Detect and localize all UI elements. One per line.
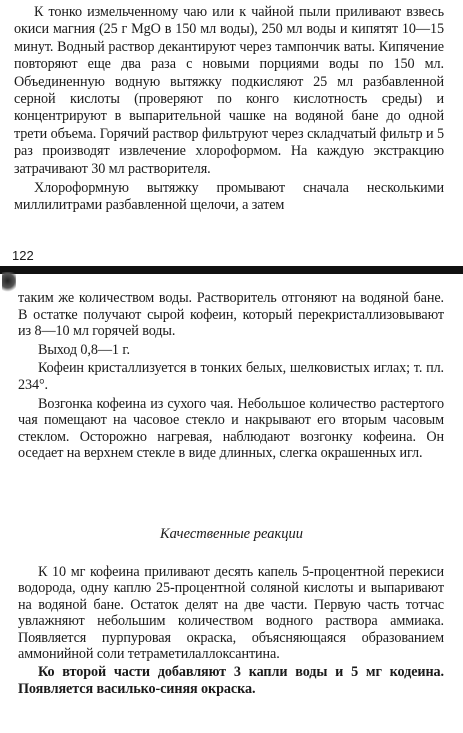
section-heading: Качественные реакции bbox=[159, 526, 304, 542]
top-text-block bbox=[14, 4, 444, 215]
paragraph-crystallization: Кофеин кристаллизуется в тонких белых, шелковистых иглах; т. пл. 234°. bbox=[18, 360, 444, 393]
bottom-text-block bbox=[18, 290, 444, 462]
paragraph-yield: Выход 0,8—1 г. bbox=[38, 341, 130, 358]
paragraph-sublimation: Возгонка кофеина из сухого чая. Небольшое количество растертого чая помещают на часовое стекло и накрывают его вторым часовым стеклом. Осторожно нагревая, наблюдают возгонку кофеина. Он оседает на верхнем стекле в виде длинных, слегка окрашенных игл. bbox=[18, 395, 444, 462]
paragraph-chloroform-wash: Хлороформную вытяжку промывают сначала несколькими миллилитрами разбавленной щелочи, а затем bbox=[14, 180, 444, 214]
qualitative-reactions-block bbox=[18, 564, 444, 697]
paragraph-extraction-procedure: К тонко измельченному чаю или к чайной пыли приливают взвесь окиси магния (25 г MgO в 150 мл воды), 250 мл воды и кипятят 10—15 минут. Водный раствор декантируют через тампончик ваты. Кипячение повторяют еще два раза с новыми порциями воды по 150 мл. Объединенную водную вытяжку подкисляют 25 мл разбавленной серной кислоты (проверяют по конго кислотность среды) и концентрируют в выпарительной чашке на водяной бане до одной трети объема. Горячий раствор фильтруют через складчатый фильтр и 5 раз производят извлечение хлороформом. На каждую экстракцию затрачивают 30 мл растворителя. bbox=[14, 4, 444, 177]
page-number: 122 bbox=[12, 248, 34, 263]
scan-artifact bbox=[2, 272, 16, 294]
page-divider-bar bbox=[0, 266, 463, 274]
paragraph-solvent-removal: таким же количеством воды. Растворитель отгоняют на водяной бане. В остатке получают сырой кофеин, который перекристаллизовывают из 8—10 мл горячей воды. bbox=[18, 290, 444, 340]
paragraph-reaction-two: Ко второй части добавляют 3 капли воды и 5 мг кодеина. Появляется василько-синяя окраска. bbox=[18, 664, 444, 697]
paragraph-reaction-one: К 10 мг кофеина приливают десять капель 5-процентной перекиси водорода, одну каплю 25-процентной соляной кислоты и выпаривают на водяной бане. Остаток делят на две части. Первую часть тотчас увлажняют небольшим количеством водного раствора аммиака. Появляется пурпуровая окраска, объясняющаяся образованием аммонийной соли тетраметилаллоксантина. bbox=[18, 564, 444, 663]
